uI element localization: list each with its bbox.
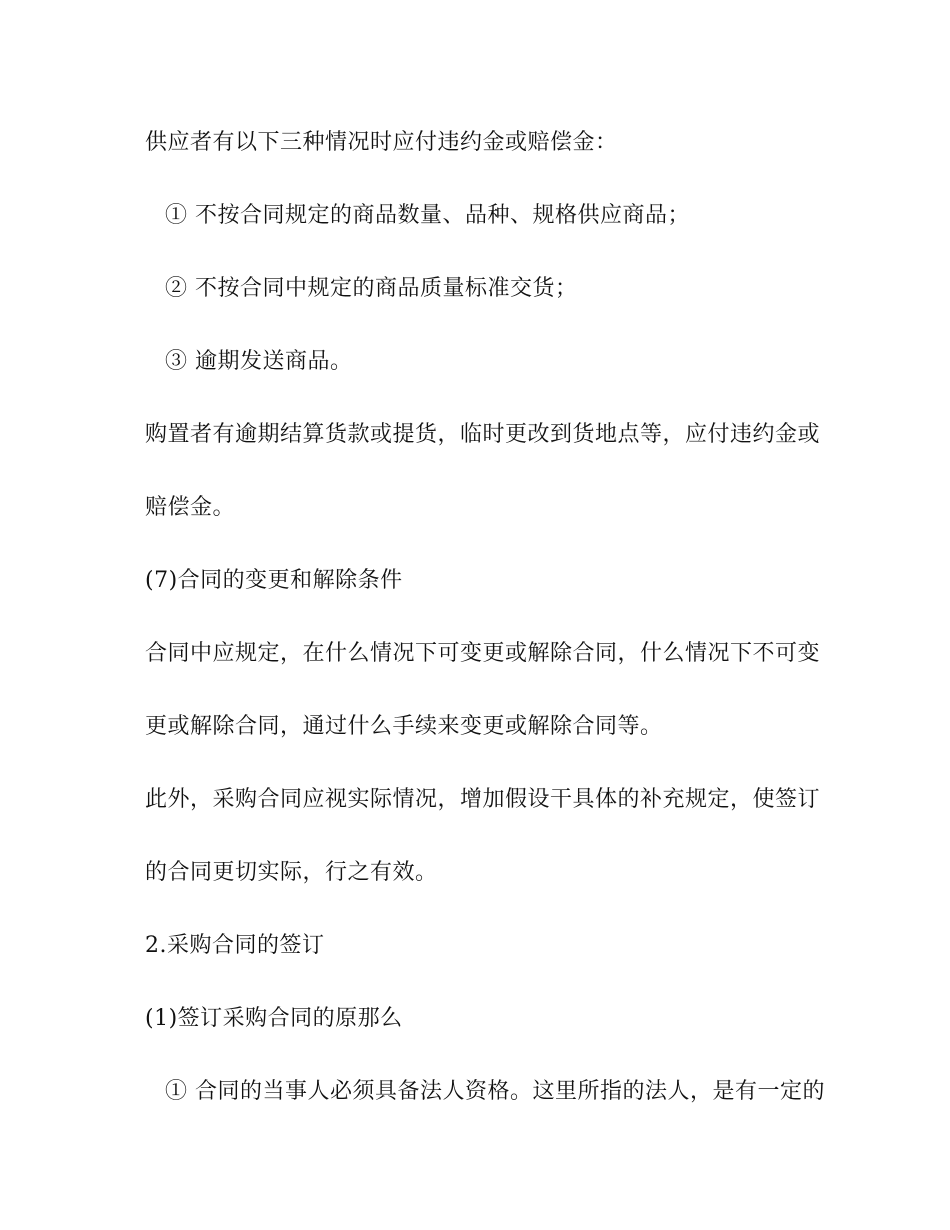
section-heading: 2.采购合同的签订 [145,933,325,958]
paragraph-line: 供应者有以下三种情况时应付违约金或赔偿金： [145,130,618,155]
list-item: ① 不按合同规定的商品数量、品种、规格供应商品； [165,203,690,228]
list-item: ① 合同的当事人必须具备法人资格。这里所指的法人，是有一定的 [165,1079,825,1104]
list-item: ③ 逾期发送商品。 [165,349,353,374]
paragraph-line: 合同中应规定，在什么情况下可变更或解除合同，什么情况下不可变 [145,641,821,666]
paragraph-line: 购置者有逾期结算货款或提货，临时更改到货地点等，应付违约金或 [145,422,821,447]
paragraph-line: 更或解除合同，通过什么手续来变更或解除合同等。 [145,714,663,739]
paragraph-line: 赔偿金。 [145,495,236,520]
list-item: ② 不按合同中规定的商品质量标准交货； [165,276,578,301]
section-heading: (1)签订采购合同的原那么 [145,1006,403,1031]
paragraph-line: 此外，采购合同应视实际情况，增加假设干具体的补充规定，使签订 [145,787,821,812]
section-heading: (7)合同的变更和解除条件 [145,568,403,593]
paragraph-line: 的合同更切实际，行之有效。 [145,860,438,885]
